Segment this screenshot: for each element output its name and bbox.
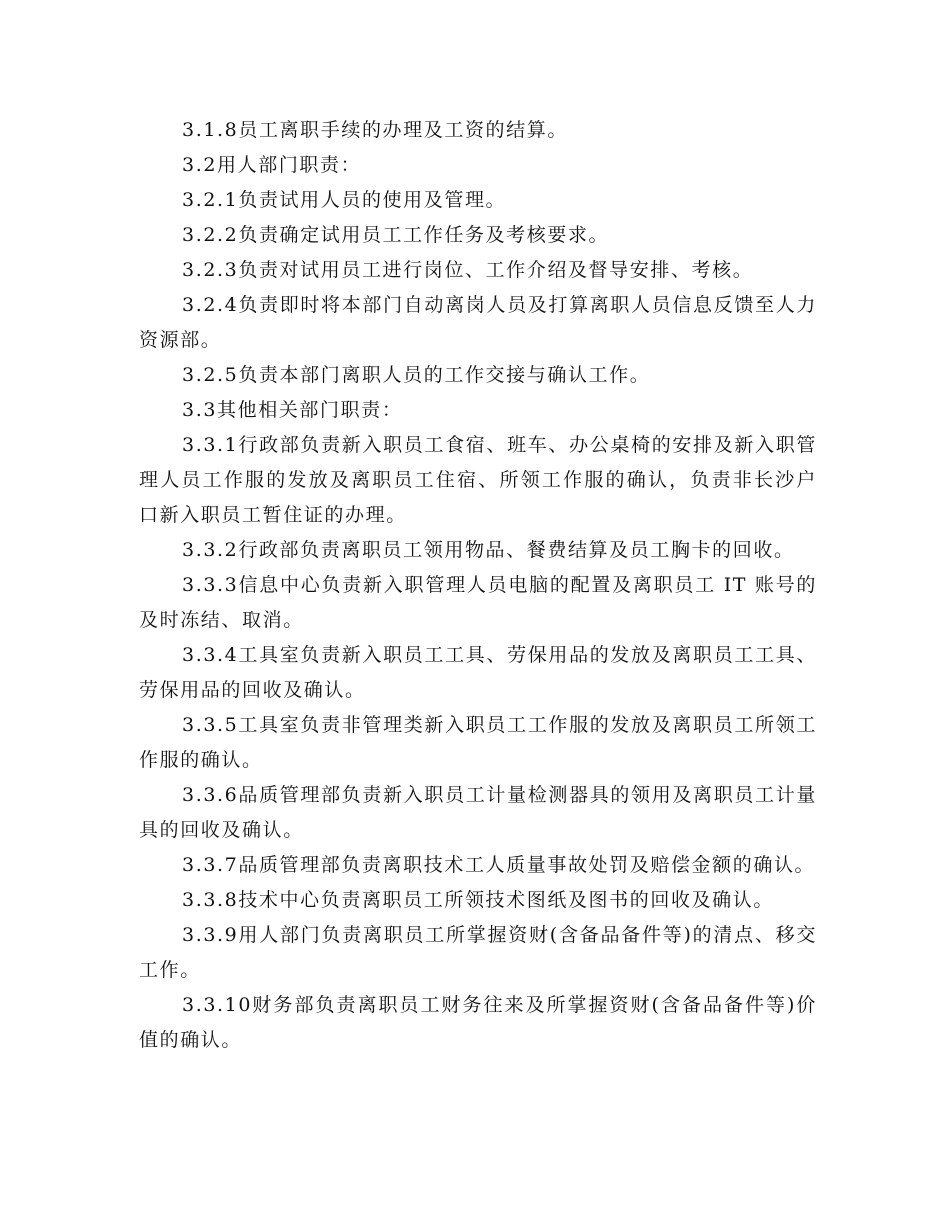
document-body [139, 113, 817, 1058]
paragraph-3-3-8: 3.3.8技术中心负责离职员工所领技术图纸及图书的回收及确认。 [182, 889, 774, 911]
paragraph-3-2-5: 3.2.5负责本部门离职人员的工作交接与确认工作。 [182, 364, 651, 386]
paragraph-3-2-4: 3.2.4负责即时将本部门自动离岗人员及打算离职人员信息反馈至人力资源部。 [139, 294, 817, 351]
paragraph-3-3-4: 3.3.4工具室负责新入职员工工具、劳保用品的发放及离职员工工具、劳保用品的回收及确认。 [139, 644, 817, 701]
paragraph-3-2-3: 3.2.3负责对试用员工进行岗位、工作介绍及督导安排、考核。 [182, 259, 754, 281]
paragraph-3-3-3: 3.3.3信息中心负责新入职管理人员电脑的配置及离职员工 IT 账号的及时冻结、取消。 [139, 574, 817, 631]
paragraph-3-3-5: 3.3.5工具室负责非管理类新入职员工工作服的发放及离职员工所领工作服的确认。 [139, 714, 817, 771]
paragraph-3-3-9: 3.3.9用人部门负责离职员工所掌握资财(含备品备件等)的清点、移交工作。 [139, 924, 817, 981]
paragraph-3-3-6: 3.3.6品质管理部负责新入职员工计量检测器具的领用及离职员工计量具的回收及确认。 [139, 784, 817, 841]
paragraph-3-2-2: 3.2.2负责确定试用员工工作任务及考核要求。 [182, 224, 610, 246]
paragraph-3-1-8: 3.1.8员工离职手续的办理及工资的结算。 [182, 119, 568, 141]
paragraph-3-3-1: 3.3.1行政部负责新入职员工食宿、班车、办公桌椅的安排及新入职管理人员工作服的发放及离职员工住宿、所领工作服的确认，负责非长沙户口新入职员工暂住证的办理。 [139, 434, 817, 526]
paragraph-3-3-2: 3.3.2行政部负责离职员工领用物品、餐费结算及员工胸卡的回收。 [182, 539, 795, 561]
paragraph-3-3-7: 3.3.7品质管理部负责离职技术工人质量事故处罚及赔偿金额的确认。 [182, 854, 816, 876]
paragraph-3-2-1: 3.2.1负责试用人员的使用及管理。 [182, 189, 507, 211]
section-heading-3-2: 3.2用人部门职责： [182, 154, 362, 176]
paragraph-3-3-10: 3.3.10财务部负责离职员工财务往来及所掌握资财(含备品备件等)价值的确认。 [139, 994, 817, 1051]
section-heading-3-3: 3.3其他相关部门职责： [182, 399, 403, 421]
